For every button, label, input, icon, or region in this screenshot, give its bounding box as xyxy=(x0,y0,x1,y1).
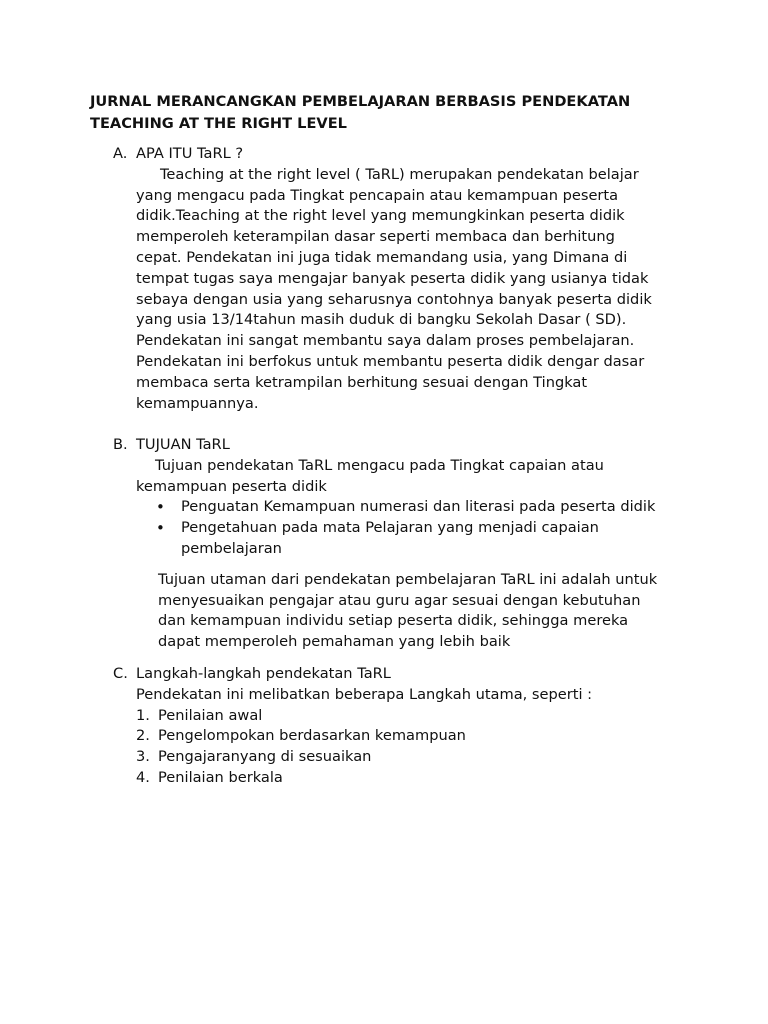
paragraph-line: Pendekatan ini berfokus untuk membantu peserta didik dengar dasar xyxy=(136,352,645,370)
step-number: 4. xyxy=(136,768,150,786)
paragraph-line: kemampuan peserta didik xyxy=(136,477,327,495)
paragraph-line: dapat memperoleh pemahaman yang lebih baik xyxy=(158,633,511,651)
bullet-text: Pengetahuan pada mata Pelajaran yang menjadi capaian xyxy=(181,519,599,537)
section-c-header xyxy=(0,664,768,685)
paragraph-line: tempat tugas saya mengajar banyak peserta didik yang usianya tidak xyxy=(136,269,649,287)
section-b xyxy=(0,435,768,653)
paragraph-line: dan kemampuan individu setiap peserta didik, sehingga mereka xyxy=(158,612,629,630)
paragraph-line: Tujuan pendekatan TaRL mengacu pada Tingkat capaian atau xyxy=(155,456,604,474)
section-a-letter: A. xyxy=(113,145,128,162)
section-b-intro xyxy=(0,456,768,498)
steps-list xyxy=(0,706,768,789)
bullet-list xyxy=(0,497,768,559)
paragraph-line: Pendekatan ini sangat membantu saya dalam proses pembelajaran. xyxy=(136,332,635,350)
document-title: JURNAL MERANCANGKAN PEMBELAJARAN BERBASIS PENDEKATAN TEACHING AT THE RIGHT LEVEL xyxy=(90,93,631,132)
paragraph-line: yang usia 13/14tahun masih duduk di bangku Sekolah Dasar ( SD). xyxy=(136,311,627,329)
section-b-closing xyxy=(0,570,768,653)
paragraph-line: kemampuannya. xyxy=(136,394,259,412)
paragraph-line: sebaya dengan usia yang seharusnya contohnya banyak peserta didik xyxy=(136,290,652,308)
bullet-icon: • xyxy=(156,498,165,517)
list-item xyxy=(0,497,681,518)
list-item xyxy=(0,706,768,727)
paragraph-line: cepat. Pendekatan ini juga tidak memandang usia, yang Dimana di xyxy=(136,248,628,266)
section-c-intro: Pendekatan ini melibatkan beberapa Langkah utama, seperti : xyxy=(136,685,593,703)
section-b-header xyxy=(0,435,768,456)
section-c-heading: Langkah-langkah pendekatan TaRL xyxy=(136,665,391,682)
paragraph-line: Tujuan utaman dari pendekatan pembelajaran TaRL ini adalah untuk xyxy=(158,570,658,588)
paragraph-line: didik.Teaching at the right level yang memungkinkan peserta didik xyxy=(136,207,625,225)
section-a-header xyxy=(0,144,768,165)
step-number: 1. xyxy=(136,706,150,724)
step-text: Penilaian awal xyxy=(158,706,263,724)
list-item xyxy=(0,726,768,747)
list-item xyxy=(0,768,768,789)
step-text: Pengelompokan berdasarkan kemampuan xyxy=(158,727,466,745)
section-a-paragraph xyxy=(0,165,768,415)
section-c xyxy=(0,664,768,789)
bullet-text: pembelajaran xyxy=(181,539,282,557)
step-number: 3. xyxy=(136,748,150,766)
step-text: Penilaian berkala xyxy=(158,768,283,786)
paragraph-line: memperoleh keterampilan dasar seperti membaca dan berhitung xyxy=(136,228,615,246)
bullet-text: Penguatan Kemampuan numerasi dan literasi pada peserta didik xyxy=(181,498,656,516)
step-text: Pengajaranyang di sesuaikan xyxy=(158,748,372,766)
section-b-heading: TUJUAN TaRL xyxy=(136,436,230,453)
paragraph-line: yang mengacu pada Tingkat pencapain atau kemampuan peserta xyxy=(136,186,619,204)
section-a xyxy=(0,144,768,414)
section-b-letter: B. xyxy=(113,436,128,453)
list-item xyxy=(0,747,768,768)
paragraph-line: Teaching at the right level ( TaRL) merupakan pendekatan belajar xyxy=(160,165,639,183)
section-c-letter: C. xyxy=(113,665,128,682)
bullet-icon: • xyxy=(156,519,165,538)
step-number: 2. xyxy=(136,727,150,745)
list-item xyxy=(0,518,681,560)
paragraph-line: membaca serta ketrampilan berhitung sesuai dengan Tingkat xyxy=(136,373,588,391)
paragraph-line: menyesuaikan pengajar atau guru agar sesuai dengan kebutuhan xyxy=(158,591,641,609)
section-a-heading: APA ITU TaRL ? xyxy=(136,145,244,162)
